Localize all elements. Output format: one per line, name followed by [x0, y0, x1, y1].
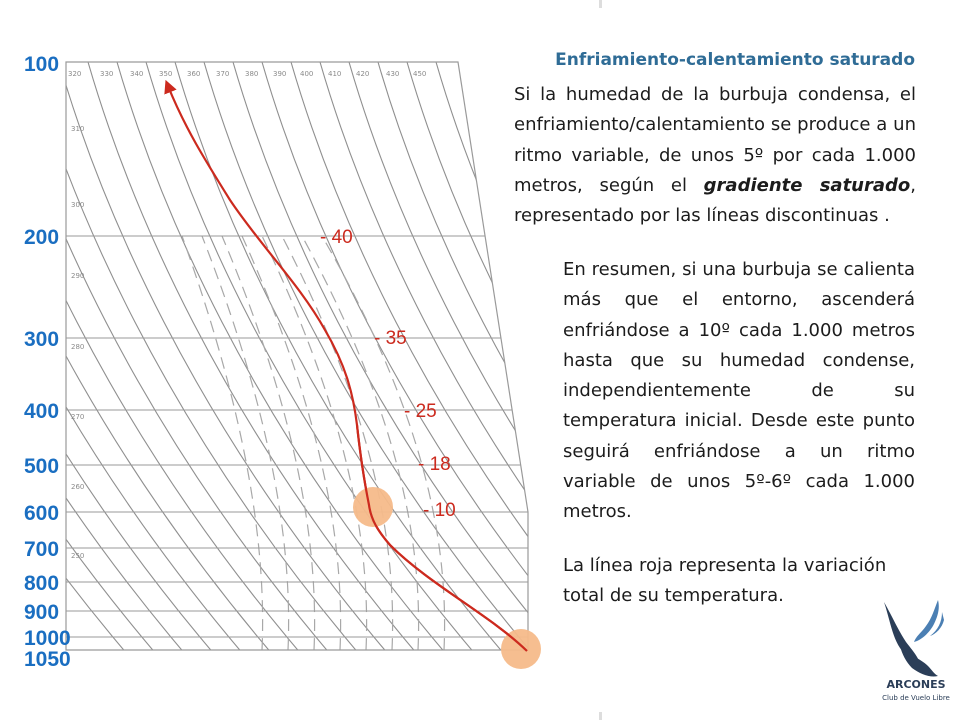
theta-label: 250 — [71, 552, 85, 560]
top-tick — [599, 0, 602, 8]
theta-label: 400 — [300, 70, 314, 78]
theta-label: 340 — [130, 70, 144, 78]
theta-label: 410 — [328, 70, 342, 78]
theta-label: 280 — [71, 343, 85, 351]
theta-label: 420 — [356, 70, 370, 78]
theta-label: 390 — [273, 70, 287, 78]
pressure-label: 1000 — [24, 627, 71, 650]
paragraph-text: , representado por las líneas discontinuas . — [514, 174, 917, 227]
paragraph-red-line: La línea roja representa la variación total de su temperatura. — [563, 555, 887, 607]
logo-subtitle: Club de Vuelo Libre — [882, 694, 950, 702]
temperature-label: - 35 — [374, 328, 407, 349]
theta-label: 270 — [71, 413, 85, 421]
pressure-label: 400 — [24, 400, 60, 423]
theta-label: 350 — [159, 70, 173, 78]
emphasis-text: gradiente saturado — [703, 174, 911, 196]
temperature-label: - 40 — [320, 227, 353, 248]
bottom-tick — [599, 712, 602, 720]
pressure-label: 200 — [24, 226, 60, 249]
theta-label: 290 — [71, 272, 85, 280]
pressure-label: 700 — [24, 538, 60, 561]
theta-label: 450 — [413, 70, 427, 78]
temperature-label: - 25 — [404, 401, 437, 422]
theta-label: 380 — [245, 70, 259, 78]
pressure-label: 500 — [24, 455, 60, 478]
logo-name: ARCONES — [886, 678, 946, 691]
theta-label: 260 — [71, 483, 85, 491]
temperature-label: - 10 — [423, 500, 456, 521]
pressure-label: 300 — [24, 328, 60, 351]
paragraph-summary: En resumen, si una burbuja se calienta más que el entorno, ascenderá enfriándose a 10º cada 1.000 metros hasta que su humedad condense, independientemente de su temperatura inicial. Desde este punto seguirá enfriándose a un ritmo variable de unos 5º-6º cada 1.000 metros. — [563, 259, 915, 523]
pressure-label: 600 — [24, 502, 60, 525]
paragraph-text: Si la humedad de la burbuja condensa, el enfriamiento/calentamiento se produce a un ritmo variable, de unos 5º por cada 1.000 metros, según el — [514, 84, 916, 196]
theta-label: 300 — [71, 201, 85, 209]
theta-label: 310 — [71, 125, 85, 133]
theta-label: 430 — [386, 70, 400, 78]
pressure-axis — [24, 53, 71, 671]
temperature-label: - 18 — [418, 454, 451, 475]
pressure-label: 100 — [24, 53, 60, 76]
section-title: Enfriamiento-calentamiento saturado — [555, 50, 915, 70]
pressure-label: 1050 — [24, 648, 71, 671]
pressure-label: 800 — [24, 572, 60, 595]
theta-label: 370 — [216, 70, 230, 78]
paragraph-saturated — [514, 80, 916, 231]
theta-label: 330 — [100, 70, 114, 78]
theta-label: 320 — [68, 70, 82, 78]
theta-label: 360 — [187, 70, 201, 78]
pressure-label: 900 — [24, 601, 60, 624]
